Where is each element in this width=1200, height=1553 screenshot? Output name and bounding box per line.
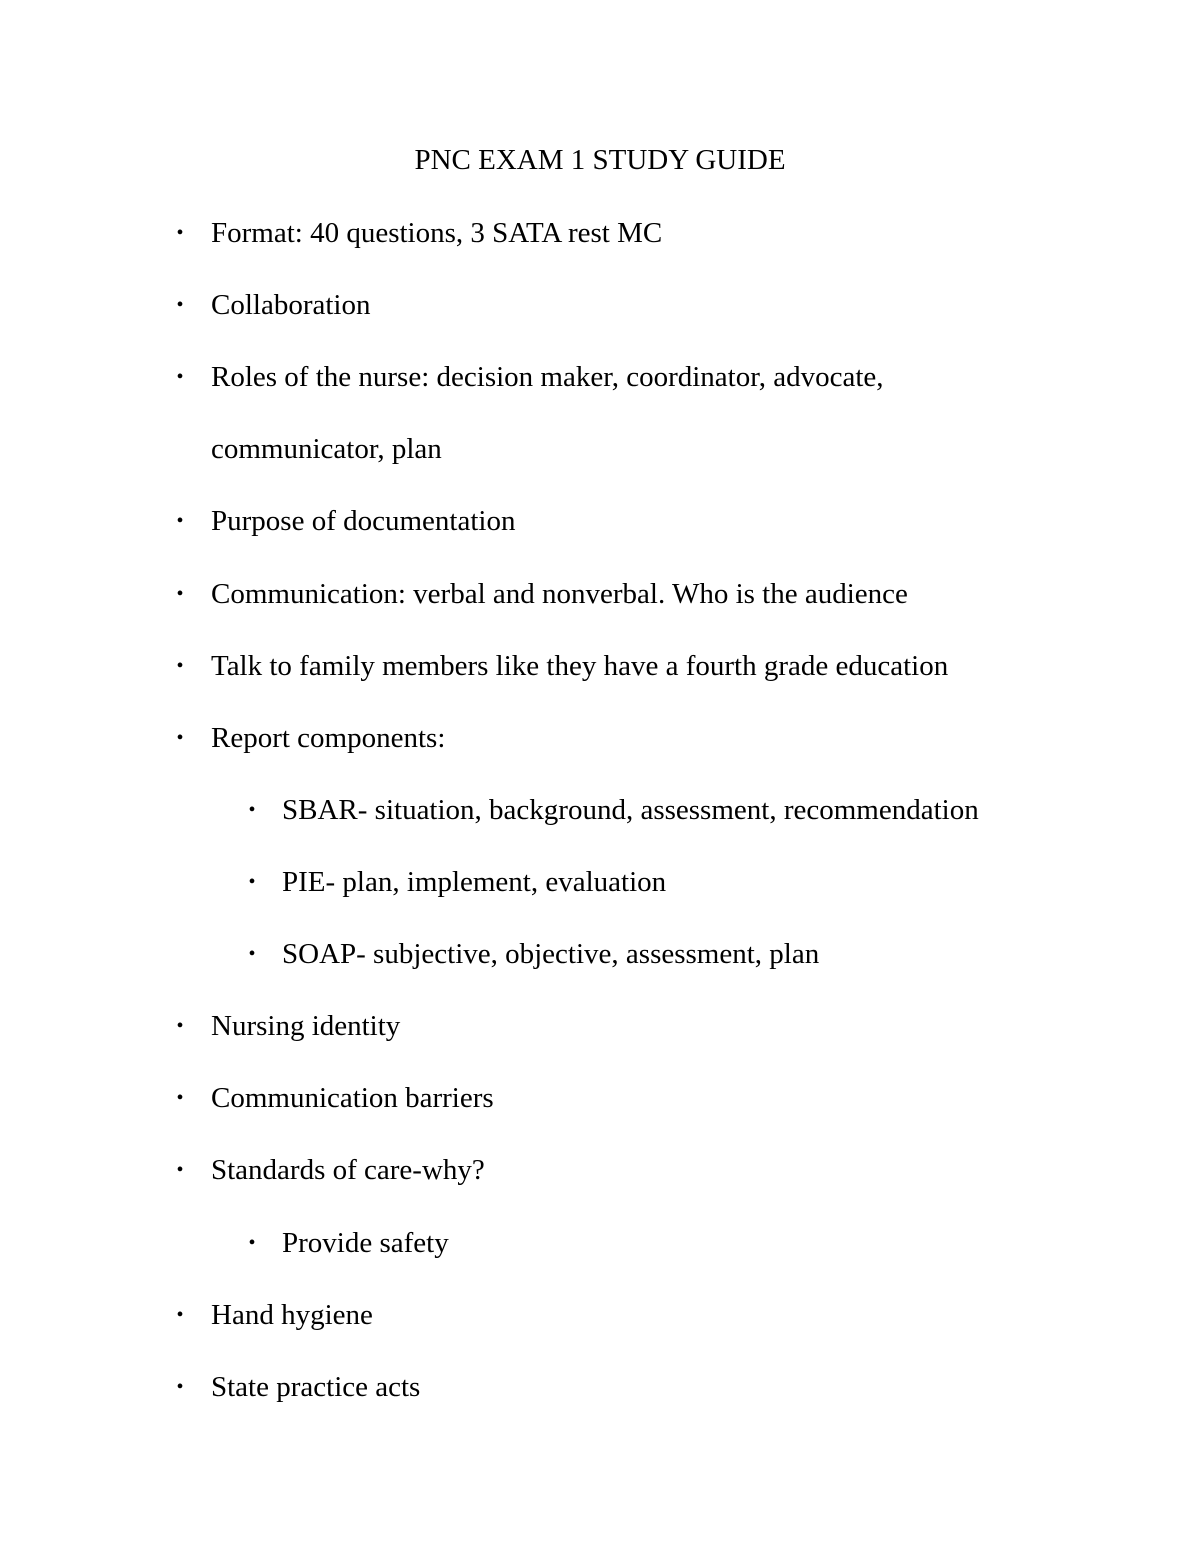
bullet-icon: • xyxy=(248,799,256,821)
list-item xyxy=(0,646,1200,686)
bullet-icon: • xyxy=(176,366,184,388)
list-item xyxy=(0,574,1200,614)
list-item-text: Standards of care-why? xyxy=(211,1154,485,1186)
sub-list-item-text: SBAR- situation, background, assessment, recommendation xyxy=(282,794,979,826)
bullet-icon: • xyxy=(176,1376,184,1398)
list-item-text: Report components: xyxy=(211,722,446,754)
bullet-icon: • xyxy=(176,655,184,677)
bullet-icon: • xyxy=(176,1159,184,1181)
list-item-text: Roles of the nurse: decision maker, coordinator, advocate, xyxy=(211,361,884,393)
list-item xyxy=(0,1295,1200,1335)
list-item-text: Collaboration xyxy=(211,289,371,321)
list-item-text: State practice acts xyxy=(211,1371,421,1403)
bullet-icon: • xyxy=(248,1232,256,1254)
list-item xyxy=(0,1150,1200,1190)
list-item-text: Nursing identity xyxy=(211,1010,401,1042)
sub-list-item xyxy=(0,1223,1200,1263)
bullet-icon: • xyxy=(176,583,184,605)
list-item-text: communicator, plan xyxy=(211,433,442,465)
list-item-continuation xyxy=(0,429,1200,469)
list-item xyxy=(0,501,1200,541)
bullet-icon: • xyxy=(176,1015,184,1037)
sub-list-item-text: PIE- plan, implement, evaluation xyxy=(282,866,667,898)
list-item xyxy=(0,213,1200,253)
bullet-icon: • xyxy=(176,510,184,532)
bullet-icon: • xyxy=(248,943,256,965)
bullet-icon: • xyxy=(176,222,184,244)
bullet-icon: • xyxy=(176,294,184,316)
sub-list-item xyxy=(0,934,1200,974)
list-item xyxy=(0,1078,1200,1118)
document-title: PNC EXAM 1 STUDY GUIDE xyxy=(414,144,786,176)
sub-list-item-text: SOAP- subjective, objective, assessment, plan xyxy=(282,938,820,970)
list-item-text: Communication: verbal and nonverbal. Who is the audience xyxy=(211,578,908,610)
list-item xyxy=(0,1367,1200,1407)
list-item-text: Communication barriers xyxy=(211,1082,494,1114)
bullet-icon: • xyxy=(176,1087,184,1109)
list-item xyxy=(0,718,1200,758)
sub-list-item xyxy=(0,790,1200,830)
list-item-text: Format: 40 questions, 3 SATA rest MC xyxy=(211,217,663,249)
sub-list-item xyxy=(0,862,1200,902)
bullet-icon: • xyxy=(176,727,184,749)
list-item-text: Hand hygiene xyxy=(211,1299,373,1331)
list-item-text: Purpose of documentation xyxy=(211,505,516,537)
list-item xyxy=(0,1006,1200,1046)
list-item xyxy=(0,357,1200,397)
list-item xyxy=(0,285,1200,325)
bullet-icon: • xyxy=(248,871,256,893)
bullet-icon: • xyxy=(176,1304,184,1326)
list-item-text: Talk to family members like they have a fourth grade education xyxy=(211,650,949,682)
sub-list-item-text: Provide safety xyxy=(282,1227,449,1259)
